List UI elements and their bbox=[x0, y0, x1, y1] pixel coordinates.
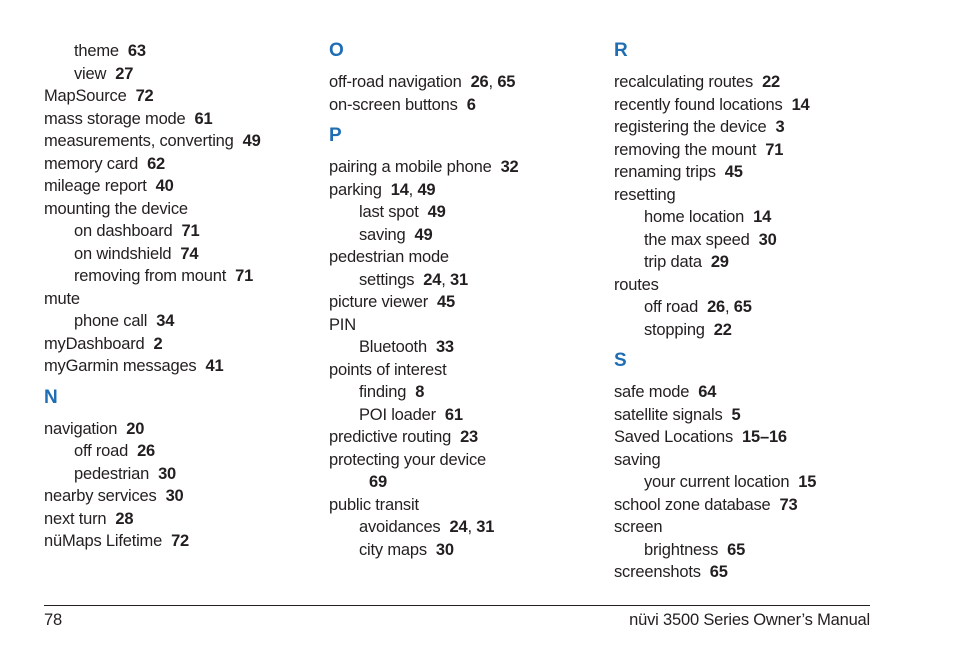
index-term: satellite signals bbox=[614, 405, 723, 424]
index-page-refs bbox=[792, 96, 810, 114]
page-ref: 71 bbox=[235, 267, 254, 285]
index-subentry bbox=[614, 471, 884, 494]
page-ref: 23 bbox=[460, 428, 479, 446]
page-ref: 32 bbox=[500, 158, 519, 176]
index-page-refs bbox=[128, 42, 146, 60]
page-ref-separator: , bbox=[725, 298, 734, 316]
index-term: stopping bbox=[644, 320, 705, 339]
index-page-refs bbox=[501, 158, 519, 176]
index-term: pedestrian mode bbox=[329, 248, 449, 266]
index-term: settings bbox=[359, 270, 415, 289]
page-ref: 24 bbox=[423, 270, 442, 289]
page-ref: 45 bbox=[437, 293, 455, 311]
index-term: your current location bbox=[644, 473, 790, 491]
index-term: recalculating routes bbox=[614, 73, 754, 91]
index-page-refs bbox=[158, 465, 176, 483]
index-term: theme bbox=[74, 42, 119, 60]
page-ref: 34 bbox=[156, 312, 175, 330]
index-subentry bbox=[614, 206, 884, 229]
page-ref: 31 bbox=[450, 270, 468, 289]
page-ref: 49 bbox=[417, 180, 436, 199]
index-term: memory card bbox=[44, 154, 139, 173]
index-entry bbox=[329, 246, 599, 269]
index-entry bbox=[614, 561, 884, 584]
index-subentry bbox=[329, 404, 599, 427]
index-subentry bbox=[614, 539, 884, 562]
index-page-refs bbox=[171, 532, 189, 550]
index-page-refs bbox=[156, 177, 174, 195]
index-page-refs bbox=[449, 518, 494, 536]
index-term: Saved Locations bbox=[614, 428, 734, 446]
index-page-refs bbox=[742, 428, 787, 446]
index-page-refs bbox=[235, 267, 253, 285]
index-subentry bbox=[329, 381, 599, 404]
index-page-refs bbox=[180, 245, 198, 263]
index-page-refs bbox=[415, 226, 433, 244]
index-term: protecting your device bbox=[329, 450, 487, 469]
index-page-continuation bbox=[329, 471, 599, 494]
index-entry bbox=[329, 291, 599, 314]
index-entry bbox=[44, 485, 314, 508]
index-page-refs bbox=[460, 428, 478, 446]
index-subentry bbox=[329, 539, 599, 562]
index-page-refs bbox=[115, 510, 133, 528]
index-entry bbox=[44, 153, 314, 176]
index-term: safe mode bbox=[614, 383, 690, 401]
index-entry bbox=[44, 198, 314, 221]
index-page-refs bbox=[436, 541, 454, 559]
index-page-refs bbox=[445, 406, 463, 424]
page-ref: 22 bbox=[762, 73, 781, 91]
index-term: recently found locations bbox=[614, 95, 783, 114]
index-page-refs bbox=[423, 271, 468, 289]
index-entry bbox=[614, 404, 884, 427]
index-entry bbox=[44, 288, 314, 311]
index-term: registering the device bbox=[614, 118, 767, 136]
index-term: city maps bbox=[359, 540, 427, 559]
index-page-refs bbox=[182, 222, 200, 240]
index-subentry bbox=[614, 229, 884, 252]
index-subentry bbox=[329, 336, 599, 359]
index-page-refs bbox=[154, 335, 163, 353]
index-entry bbox=[614, 184, 884, 207]
index-page-refs bbox=[780, 496, 798, 514]
page-ref: 62 bbox=[147, 154, 166, 173]
index-term: on-screen buttons bbox=[329, 95, 458, 114]
index-term: removing from mount bbox=[74, 267, 227, 285]
page-ref: 26 bbox=[707, 298, 726, 316]
index-term: MapSource bbox=[44, 87, 127, 105]
page-ref: 74 bbox=[180, 244, 199, 263]
index-column-1 bbox=[44, 40, 314, 553]
index-subentry bbox=[329, 269, 599, 292]
index-letter-heading: O bbox=[329, 40, 344, 61]
index-subentry bbox=[44, 243, 314, 266]
page-ref-separator: , bbox=[408, 180, 418, 199]
index-term: on windshield bbox=[74, 244, 172, 263]
index-term: saving bbox=[359, 225, 406, 244]
index-page-refs bbox=[415, 383, 424, 401]
index-entry bbox=[614, 94, 884, 117]
page-ref: 61 bbox=[194, 109, 213, 128]
page-ref: 26 bbox=[470, 73, 489, 91]
index-subentry bbox=[614, 251, 884, 274]
page-ref: 49 bbox=[414, 225, 433, 244]
index-subentry bbox=[44, 220, 314, 243]
index-term: mounting the device bbox=[44, 199, 188, 218]
index-page-refs bbox=[147, 155, 165, 173]
index-entry bbox=[614, 116, 884, 139]
index-term: screenshots bbox=[614, 563, 701, 581]
page-ref: 29 bbox=[710, 253, 729, 271]
index-page-refs bbox=[195, 110, 213, 128]
index-term: nüMaps Lifetime bbox=[44, 532, 163, 550]
page-ref: 8 bbox=[415, 383, 425, 401]
index-entry bbox=[614, 139, 884, 162]
index-term: picture viewer bbox=[329, 293, 428, 311]
index-letter-heading: R bbox=[614, 40, 628, 61]
index-page-refs bbox=[205, 357, 223, 375]
index-entry bbox=[329, 426, 599, 449]
index-entry bbox=[44, 355, 314, 378]
index-entry bbox=[44, 418, 314, 441]
index-term: myDashboard bbox=[44, 334, 145, 353]
index-letter-heading: N bbox=[44, 386, 58, 408]
page-ref: 41 bbox=[205, 357, 224, 375]
index-term: the max speed bbox=[644, 230, 750, 249]
page-ref: 30 bbox=[165, 487, 184, 505]
index-page-refs bbox=[753, 208, 771, 226]
page-ref: 27 bbox=[115, 64, 134, 83]
page-ref: 71 bbox=[181, 222, 200, 240]
index-page-refs bbox=[243, 132, 261, 150]
page-ref: 30 bbox=[758, 230, 777, 249]
index-term: pedestrian bbox=[74, 464, 150, 483]
page-ref: 20 bbox=[126, 419, 145, 438]
index-page-refs bbox=[727, 541, 745, 559]
index-term: mass storage mode bbox=[44, 109, 186, 128]
index-subentry bbox=[614, 319, 884, 342]
index-page-refs bbox=[166, 487, 184, 505]
page-number: 78 bbox=[44, 611, 62, 629]
index-term: phone call bbox=[74, 312, 148, 330]
index-page-refs bbox=[762, 73, 780, 91]
index-term: removing the mount bbox=[614, 140, 757, 159]
index-term: measurements, converting bbox=[44, 132, 234, 150]
index-term: predictive routing bbox=[329, 428, 452, 446]
page-ref: 45 bbox=[724, 163, 743, 181]
page-ref: 65 bbox=[709, 563, 728, 581]
index-subentry bbox=[329, 516, 599, 539]
index-subentry bbox=[44, 310, 314, 333]
index-entry bbox=[614, 71, 884, 94]
page-ref: 30 bbox=[435, 540, 454, 559]
page-ref: 2 bbox=[153, 334, 163, 353]
index-subentry bbox=[44, 440, 314, 463]
page-ref: 6 bbox=[466, 95, 476, 114]
index-entry bbox=[44, 108, 314, 131]
index-entry bbox=[614, 426, 884, 449]
index-page-refs bbox=[775, 118, 784, 136]
index-page-refs bbox=[428, 203, 446, 221]
index-term: mileage report bbox=[44, 177, 147, 195]
index-entry bbox=[329, 494, 599, 517]
index-term: avoidances bbox=[359, 518, 441, 536]
index-page-refs bbox=[391, 181, 436, 199]
index-page-refs bbox=[437, 293, 455, 311]
index-entry bbox=[614, 449, 884, 472]
page-ref: 40 bbox=[155, 177, 174, 195]
page-ref: 5 bbox=[731, 405, 741, 424]
index-term: brightness bbox=[644, 540, 719, 559]
index-subentry bbox=[329, 201, 599, 224]
manual-title: nüvi 3500 Series Owner’s Manual bbox=[629, 611, 870, 629]
index-term: next turn bbox=[44, 509, 107, 528]
page-ref: 71 bbox=[765, 140, 784, 159]
index-entry bbox=[329, 156, 599, 179]
index-entry bbox=[44, 508, 314, 531]
index-entry bbox=[329, 94, 599, 117]
index-page-refs bbox=[707, 298, 752, 316]
index-term: home location bbox=[644, 208, 745, 226]
page-ref: 22 bbox=[713, 320, 732, 339]
index-entry bbox=[329, 179, 599, 202]
page-ref: 3 bbox=[775, 118, 785, 136]
page-ref: 65 bbox=[727, 540, 746, 559]
index-page-refs bbox=[156, 312, 174, 330]
index-page-refs bbox=[369, 473, 387, 491]
index-entry bbox=[44, 175, 314, 198]
index-entry bbox=[329, 71, 599, 94]
page-ref-separator: , bbox=[488, 73, 498, 91]
footer-divider bbox=[44, 605, 870, 606]
index-term: on dashboard bbox=[74, 222, 173, 240]
page-ref: 30 bbox=[158, 464, 177, 483]
index-subentry bbox=[44, 40, 314, 63]
index-entry bbox=[614, 274, 884, 297]
index-page-refs bbox=[725, 163, 743, 181]
index-subentry bbox=[329, 224, 599, 247]
index-term: navigation bbox=[44, 419, 118, 438]
page-ref: 49 bbox=[242, 132, 261, 150]
page-ref: 15 bbox=[798, 473, 817, 491]
index-letter-heading: S bbox=[614, 350, 627, 371]
index-page-refs bbox=[710, 563, 728, 581]
index-entry bbox=[329, 359, 599, 382]
index-page-refs bbox=[467, 96, 476, 114]
index-term: renaming trips bbox=[614, 163, 716, 181]
index-term: saving bbox=[614, 450, 661, 469]
index-page-refs bbox=[698, 383, 716, 401]
index-term: POI loader bbox=[359, 405, 436, 424]
index-page-refs bbox=[765, 141, 783, 159]
index-subentry bbox=[44, 463, 314, 486]
index-entry bbox=[44, 85, 314, 108]
page-ref: 31 bbox=[476, 518, 495, 536]
index-term: points of interest bbox=[329, 360, 447, 379]
page-ref-separator: , bbox=[467, 518, 477, 536]
index-term: routes bbox=[614, 275, 659, 294]
index-page-refs bbox=[759, 231, 777, 249]
page-ref: 65 bbox=[497, 73, 516, 91]
index-entry bbox=[614, 494, 884, 517]
index-page-refs bbox=[471, 73, 516, 91]
page-ref: 72 bbox=[135, 87, 154, 105]
page-ref: 65 bbox=[733, 298, 752, 316]
index-subentry bbox=[44, 63, 314, 86]
page-ref: 64 bbox=[698, 383, 717, 401]
page-ref: 61 bbox=[444, 405, 463, 424]
index-page-refs bbox=[126, 420, 144, 438]
page-ref: 26 bbox=[137, 442, 156, 460]
index-entry bbox=[614, 381, 884, 404]
index-entry bbox=[329, 449, 599, 472]
index-subentry bbox=[614, 296, 884, 319]
index-subentry bbox=[44, 265, 314, 288]
index-column-2 bbox=[329, 40, 599, 561]
page-ref: 49 bbox=[427, 203, 446, 221]
index-term: trip data bbox=[644, 253, 702, 271]
page-ref: 14 bbox=[753, 208, 772, 226]
index-term: off road bbox=[644, 298, 699, 316]
index-term: resetting bbox=[614, 185, 676, 204]
index-entry bbox=[44, 333, 314, 356]
index-page-refs bbox=[136, 87, 154, 105]
page-ref: 28 bbox=[115, 509, 134, 528]
index-term: screen bbox=[614, 518, 663, 536]
index-entry bbox=[329, 314, 599, 337]
index-entry bbox=[614, 516, 884, 539]
index-term: off-road navigation bbox=[329, 73, 462, 91]
index-term: off road bbox=[74, 442, 129, 460]
page-ref: 33 bbox=[435, 338, 454, 356]
index-term: nearby services bbox=[44, 487, 157, 505]
index-term: parking bbox=[329, 180, 382, 199]
page-ref: 14 bbox=[791, 95, 810, 114]
index-term: PIN bbox=[329, 315, 356, 334]
index-page-refs bbox=[798, 473, 816, 491]
index-term: public transit bbox=[329, 495, 419, 514]
index-page-refs bbox=[436, 338, 454, 356]
index-entry bbox=[614, 161, 884, 184]
index-term: view bbox=[74, 64, 107, 83]
page-ref: 69 bbox=[369, 473, 387, 491]
index-term: last spot bbox=[359, 203, 419, 221]
index-letter-heading: P bbox=[329, 125, 342, 146]
page-ref-separator: , bbox=[441, 270, 450, 289]
index-page-refs bbox=[714, 321, 732, 339]
index-page-refs bbox=[115, 65, 133, 83]
page-ref: 24 bbox=[449, 518, 468, 536]
index-page-refs bbox=[732, 406, 741, 424]
index-entry bbox=[44, 130, 314, 153]
index-term: myGarmin messages bbox=[44, 357, 197, 375]
index-term: school zone database bbox=[614, 495, 771, 514]
index-page-refs bbox=[137, 442, 155, 460]
page-ref: 73 bbox=[779, 495, 798, 514]
index-entry bbox=[44, 530, 314, 553]
page-ref: 72 bbox=[171, 532, 190, 550]
page-ref: 63 bbox=[127, 42, 146, 60]
page-ref: 14 bbox=[390, 180, 409, 199]
index-term: mute bbox=[44, 289, 80, 308]
page-ref: 15–16 bbox=[742, 428, 787, 446]
index-term: finding bbox=[359, 383, 407, 401]
index-page-refs bbox=[711, 253, 729, 271]
index-term: Bluetooth bbox=[359, 338, 427, 356]
index-term: pairing a mobile phone bbox=[329, 158, 492, 176]
index-column-3 bbox=[614, 40, 884, 584]
